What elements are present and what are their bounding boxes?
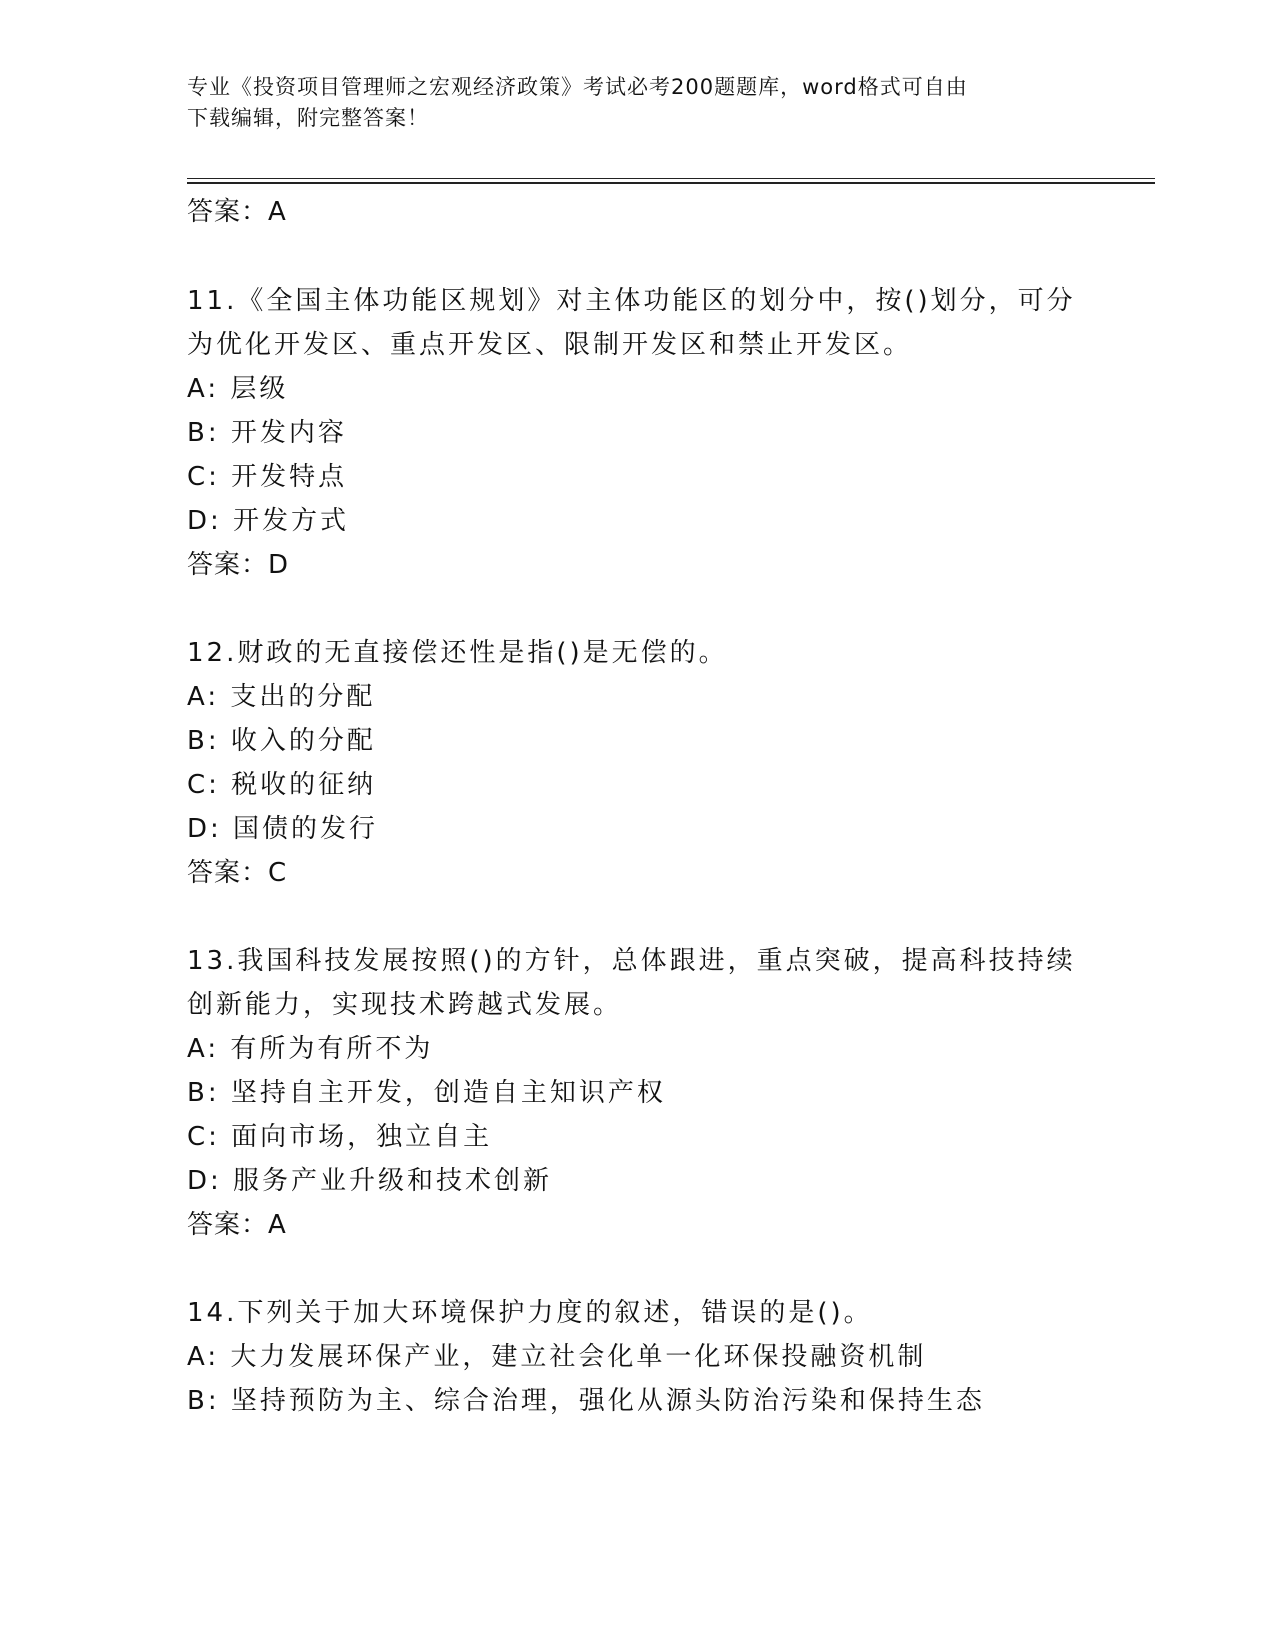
header-line-1: 专业《投资项目管理师之宏观经济政策》考试必考200题题库，word格式可自由	[187, 75, 968, 99]
header-divider-thick	[187, 182, 1155, 184]
question-11-answer: 答案：D	[187, 550, 290, 580]
question-13-stem-line2: 创新能力，实现技术跨越式发展。	[187, 990, 623, 1020]
question-11-stem-line1: 11.《全国主体功能区规划》对主体功能区的划分中，按()划分，可分	[187, 286, 1076, 316]
question-12-option-b: B: 收入的分配	[187, 726, 376, 756]
header-line-2: 下载编辑，附完整答案！	[187, 106, 429, 130]
question-13-answer: 答案：A	[187, 1210, 287, 1240]
question-11-option-a: A: 层级	[187, 374, 289, 404]
answer-prev: 答案：A	[187, 197, 287, 227]
question-13-option-c: C: 面向市场，独立自主	[187, 1122, 493, 1152]
question-11-option-c: C: 开发特点	[187, 462, 348, 492]
question-13-option-b: B: 坚持自主开发，创造自主知识产权	[187, 1078, 666, 1108]
question-14-option-a: A: 大力发展环保产业，建立社会化单一化环保投融资机制	[187, 1342, 927, 1372]
question-13-option-a: A: 有所为有所不为	[187, 1034, 434, 1064]
header-divider-thin	[187, 178, 1155, 179]
question-14-stem-line1: 14.下列关于加大环境保护力度的叙述，错误的是()。	[187, 1298, 873, 1328]
question-13-stem-line1: 13.我国科技发展按照()的方针，总体跟进，重点突破，提高科技持续	[187, 946, 1076, 976]
question-11-option-b: B: 开发内容	[187, 418, 347, 448]
question-12-option-a: A: 支出的分配	[187, 682, 376, 712]
question-12-option-d: D: 国债的发行	[187, 814, 379, 844]
question-11-option-d: D: 开发方式	[187, 506, 350, 536]
question-11-stem-line2: 为优化开发区、重点开发区、限制开发区和禁止开发区。	[187, 330, 913, 360]
question-12-stem-line1: 12.财政的无直接偿还性是指()是无偿的。	[187, 638, 728, 668]
document-header	[187, 72, 1067, 134]
question-12-answer: 答案：C	[187, 858, 288, 888]
question-14-option-b: B: 坚持预防为主、综合治理，强化从源头防治污染和保持生态	[187, 1386, 985, 1416]
question-13-option-d: D: 服务产业升级和技术创新	[187, 1166, 553, 1196]
question-12-option-c: C: 税收的征纳	[187, 770, 377, 800]
